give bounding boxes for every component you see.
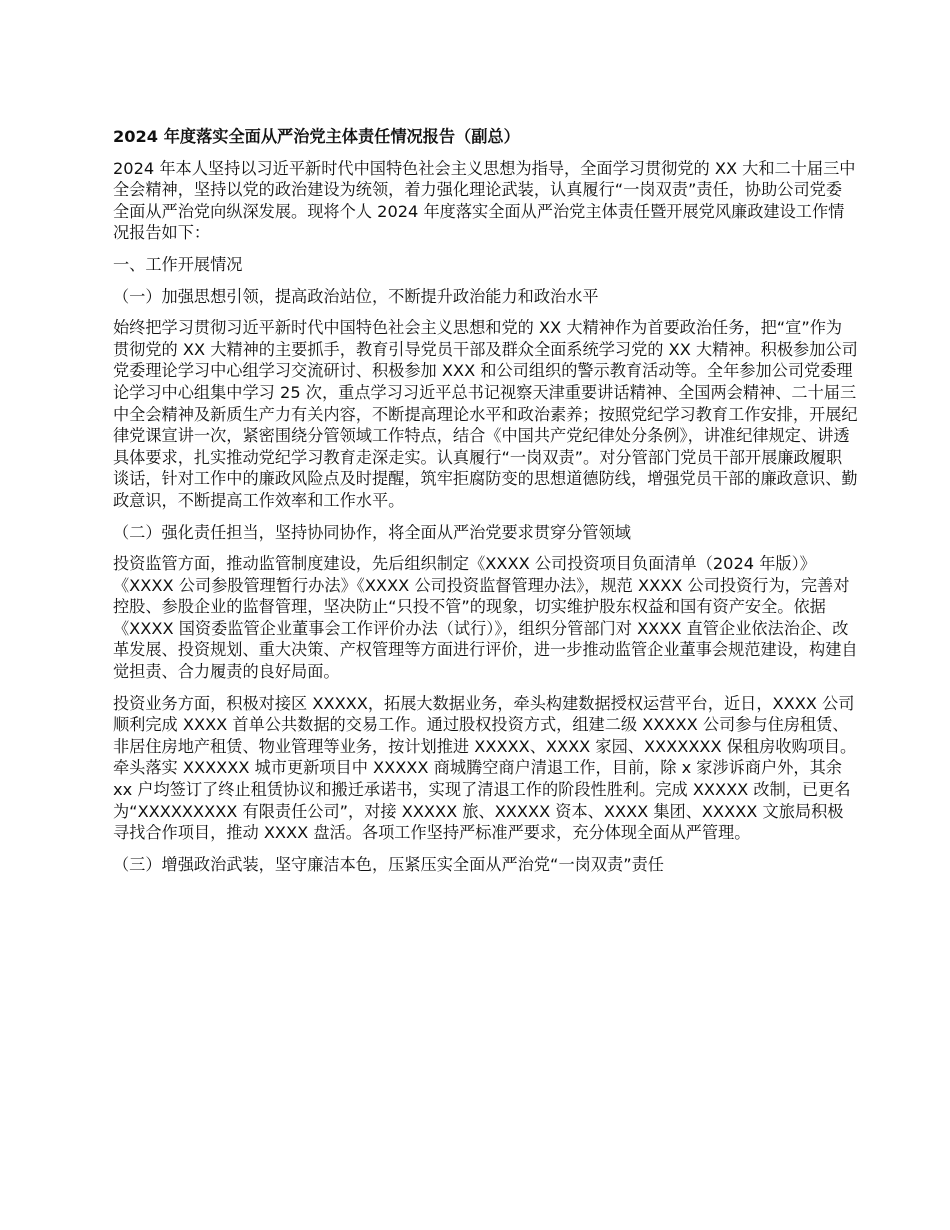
section-heading-work-status: 一、工作开展情况 bbox=[113, 254, 243, 274]
intro-paragraph: 2024 年本人坚持以习近平新时代中国特色社会主义思想为指导，全面学习贯彻党的 XX 大和二十届三中全会精神，坚持以党的政治建设为统领，着力强化理论武装，认真履行“一岗双责”责任，协助公司党委全面从严治党向纵深发展。现将个人 2024 年度落实全面从严治党主体责任暨开展党风廉政建设工作情况报告如下： bbox=[113, 158, 856, 243]
subsection-1-paragraph: 始终把学习贯彻习近平新时代中国特色社会主义思想和党的 XX 大精神作为首要政治任务，把“宣”作为贯彻党的 XX 大精神的主要抓手，教育引导党员干部及群众全面系统学习党的 XX 大精神。积极参加公司党委理论学习中心组学习交流研讨、积极参加 XXX 和公司组织的警示教育活动等。全年参加公司党委理论学习中心组集中学习 25 次，重点学习习近平总书记视察天津重要讲话精神、全国两会精神、二十届三中全会精神及新质生产力有关内容，不断提高理论水平和政治素养；按照党纪学习教育工作安排，开展纪律党课宣讲一次，紧密围绕分管领域工作特点，结合《中国共产党纪律处分条例》，讲准纪律规定、讲透具体要求，扎实推动党纪学习教育走深走实。认真履行“一岗双责”。对分管部门党员干部开展廉政履职谈话，针对工作中的廉政风险点及时提醒，筑牢拒腐防变的思想道德防线，增强党员干部的廉政意识、勤政意识，不断提高工作效率和工作水平。 bbox=[113, 318, 858, 510]
subsection-2-paragraph-investment-business: 投资业务方面，积极对接区 XXXXX，拓展大数据业务，牵头构建数据授权运营平台，近日，XXXX 公司顺利完成 XXXX 首单公共数据的交易工作。通过股权投资方式，组建二级 XXXXX 公司参与住房租赁、非居住房地产租赁、物业管理等业务，按计划推进 XXXXX、XXXX 家园、XXXXXXX 保租房收购项目。牵头落实 XXXXXX 城市更新项目中 XXXXX 商城腾空商户清退工作，目前，除 x 家涉诉商户外，其余 xx 户均签订了终止租赁协议和搬迁承诺书，实现了清退工作的阶段性胜利。完成 XXXXX 改制，已更名为“XXXXXXXXX 有限责任公司”，对接 XXXXX 旅、XXXXX 资本、XXXX 集团、XXXXX 文旅局积极寻找合作项目，推动 XXXX 盘活。各项工作坚持严标准严要求，充分体现全面从严管理。 bbox=[113, 693, 857, 843]
subsection-heading-2: （二）强化责任担当，坚持协同协作，将全面从严治党要求贯穿分管领域 bbox=[113, 522, 631, 542]
subsection-heading-1: （一）加强思想引领，提高政治站位，不断提升政治能力和政治水平 bbox=[113, 286, 599, 306]
subsection-heading-3: （三）增强政治武装，坚守廉洁本色，压紧压实全面从严治党“一岗双责”责任 bbox=[113, 854, 664, 874]
document-page bbox=[113, 126, 858, 885]
subsection-2-paragraph-investment-supervision: 投资监管方面，推动监管制度建设，先后组织制定《XXXX 公司投资项目负面清单（2024 年版）》《XXXX 公司参股管理暂行办法》《XXXX 公司投资监督管理办法》，规范 XXXX 公司投资行为，完善对控股、参股企业的监督管理，坚决防止“只投不管”的现象，切实维护股东权益和国有资产安全。依据《XXXX 国资委监管企业董事会工作评价办法（试行）》，组织分管部门对 XXXX 直管企业依法治企、改革发展、投资规划、重大决策、产权管理等方面进行评价，进一步推动监管企业董事会规范建设，构建自觉担责、合力履责的良好局面。 bbox=[113, 554, 858, 682]
document-title: 2024 年度落实全面从严治党主体责任情况报告（副总） bbox=[113, 127, 520, 146]
